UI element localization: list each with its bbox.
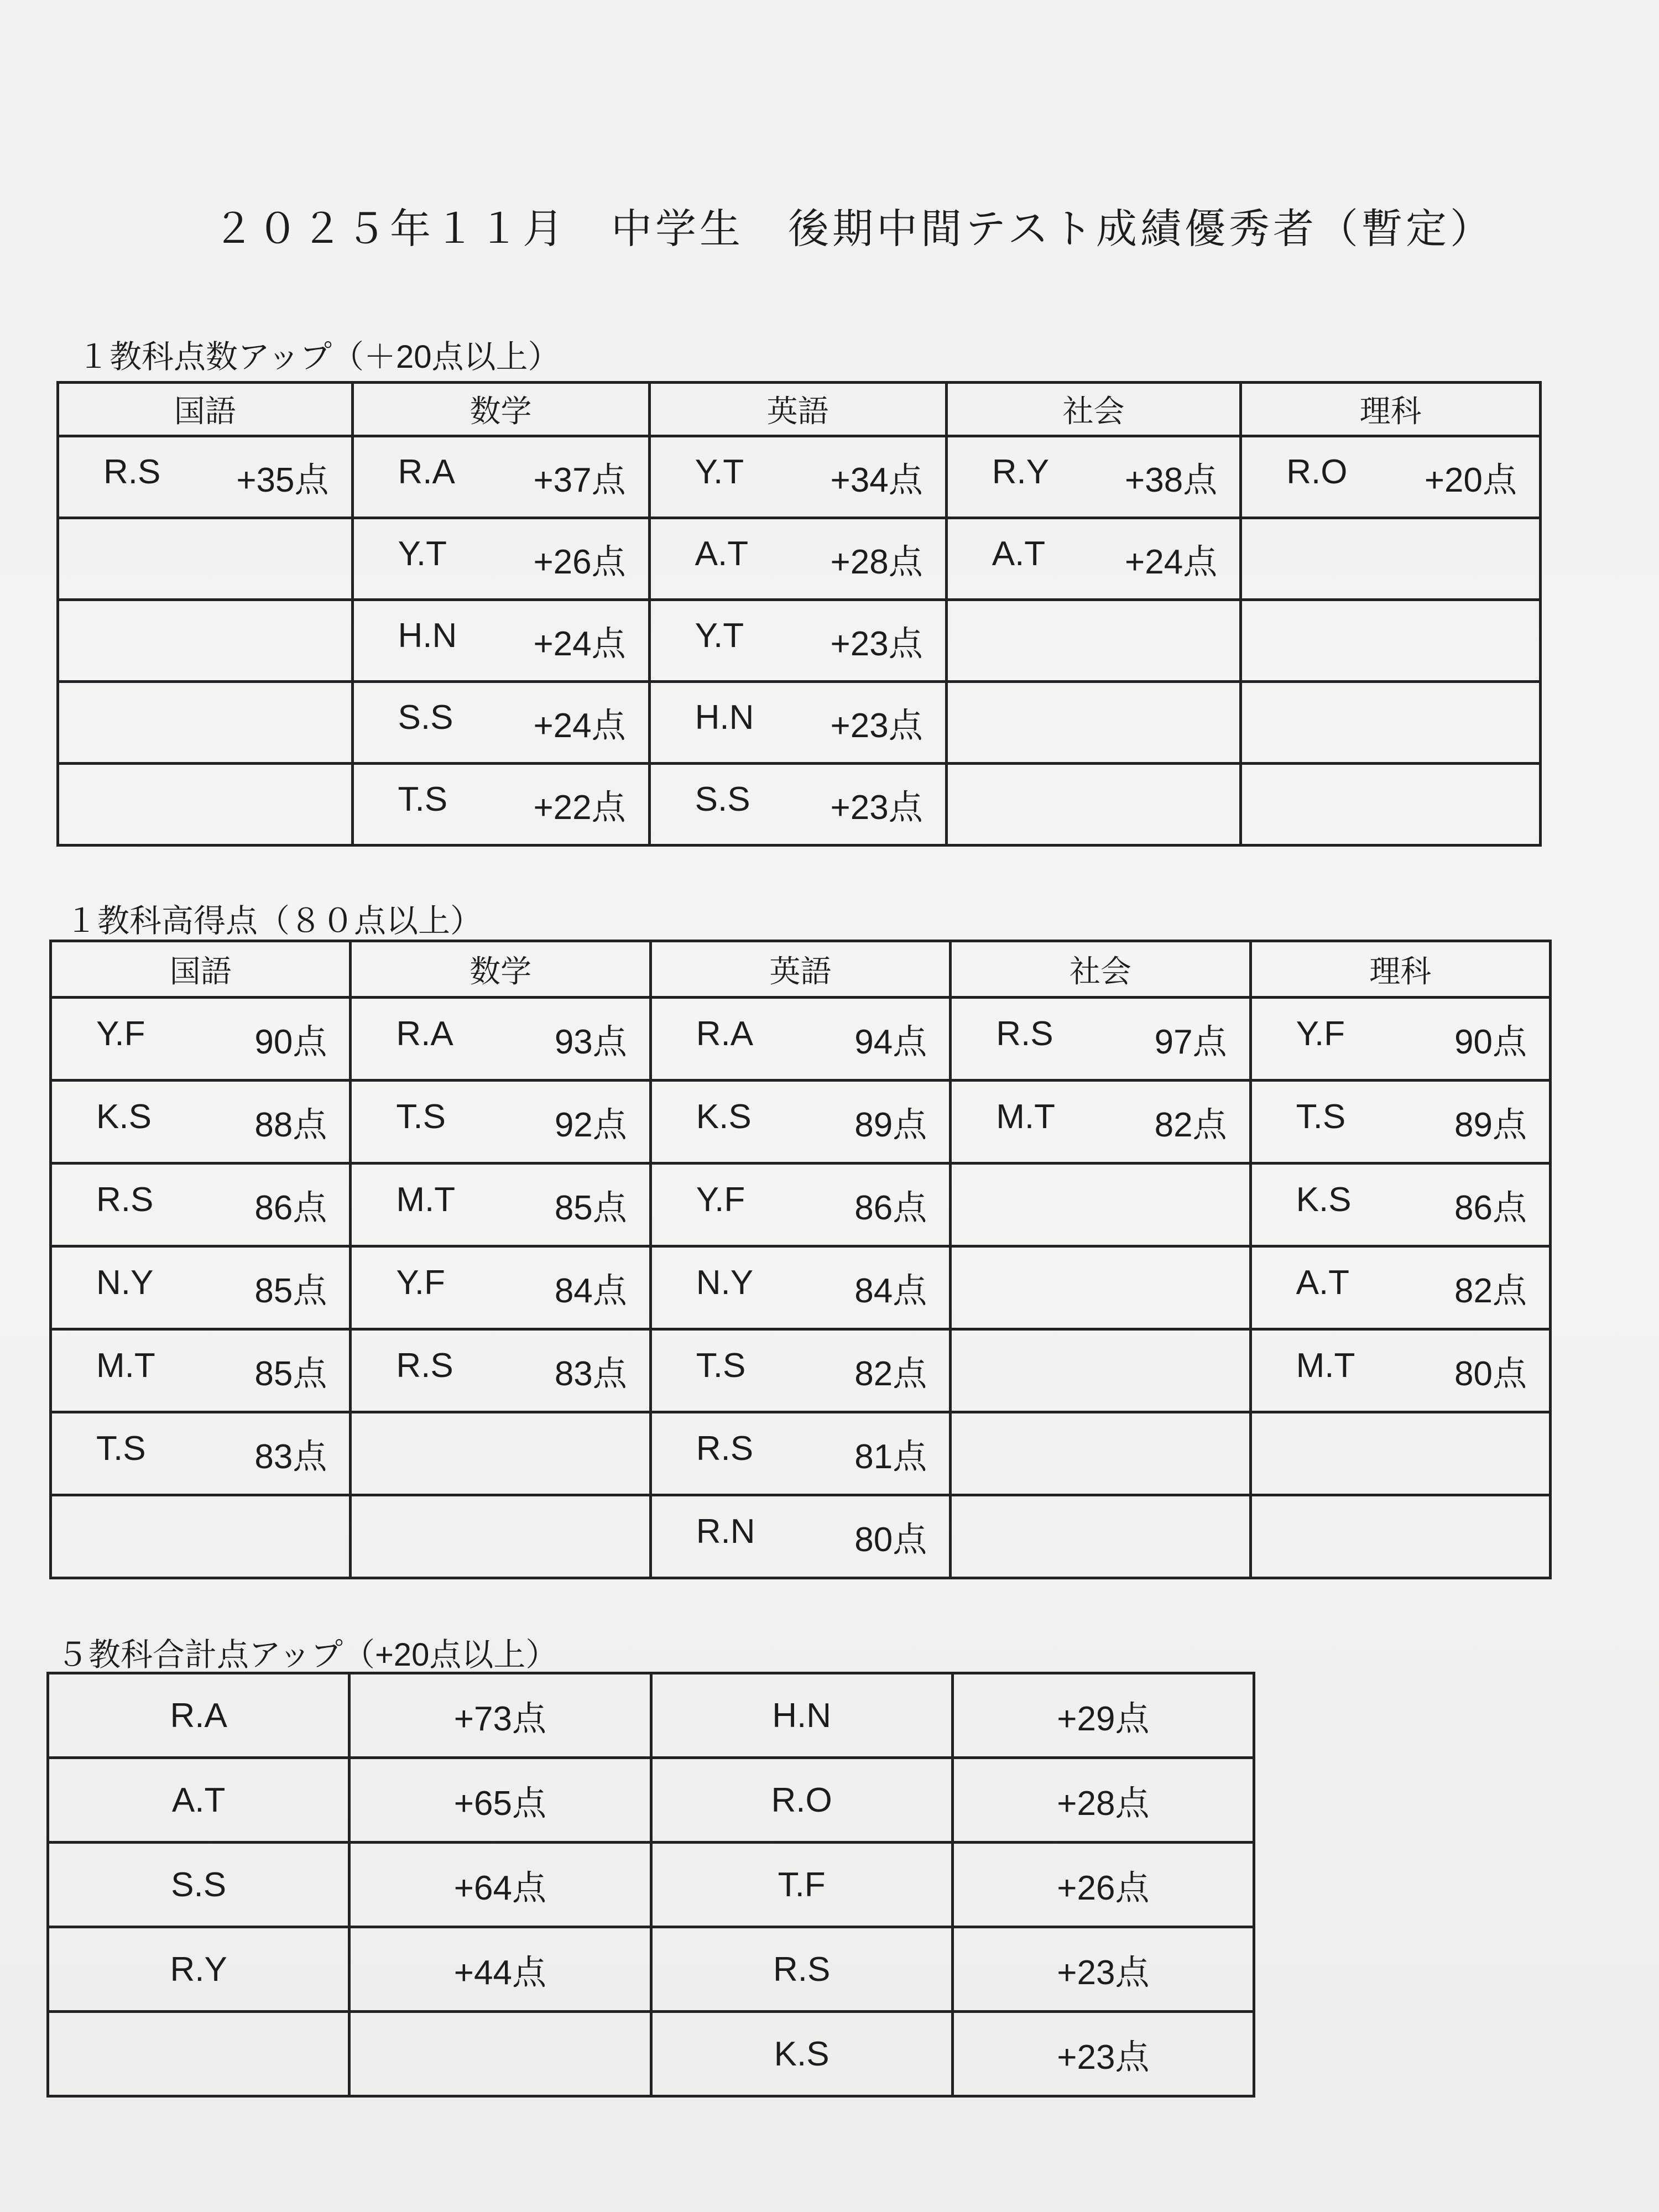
score-value: +20点 — [1424, 461, 1517, 499]
subject-header: 社会 — [946, 383, 1241, 436]
student-initials: Y.T — [398, 535, 447, 573]
score-cell — [649, 436, 946, 518]
score-cell — [1250, 1246, 1550, 1329]
table-row — [48, 2012, 1254, 2096]
score-value: +23点 — [952, 2012, 1254, 2096]
subject-header: 理科 — [1250, 941, 1550, 998]
total-improvement-table — [46, 1672, 1255, 2098]
score-cell — [51, 1246, 351, 1329]
score-cell — [650, 1081, 950, 1164]
score-value: +24点 — [533, 625, 626, 663]
score-value: 86点 — [1454, 1189, 1527, 1227]
score-cell — [51, 998, 351, 1081]
score-value: 80点 — [854, 1521, 927, 1559]
score-cell — [1250, 998, 1550, 1081]
score-cell — [650, 1246, 950, 1329]
score-cell — [51, 1329, 351, 1412]
score-value: 85点 — [254, 1272, 327, 1310]
score-cell — [946, 600, 1241, 682]
score-cell — [1241, 764, 1541, 846]
score-cell — [58, 518, 353, 600]
score-cell — [1241, 518, 1541, 600]
subject-header: 英語 — [650, 941, 950, 998]
score-cell — [352, 436, 649, 518]
score-cell — [352, 764, 649, 846]
student-initials: H.N — [695, 698, 754, 737]
score-value: +26点 — [952, 1843, 1254, 1927]
score-value: 82点 — [854, 1355, 927, 1393]
student-initials: R.S — [996, 1015, 1053, 1053]
score-value: 94点 — [854, 1023, 927, 1061]
subject-header: 理科 — [1241, 383, 1541, 436]
table-row — [58, 600, 1541, 682]
student-initials: R.A — [396, 1015, 453, 1053]
section-label-high-score: １教科高得点（８０点以上） — [65, 903, 483, 939]
subject-header: 英語 — [649, 383, 946, 436]
student-initials: Y.F — [696, 1181, 745, 1219]
score-cell — [1250, 1495, 1550, 1578]
score-cell — [58, 436, 353, 518]
student-initials: T.S — [96, 1430, 146, 1468]
student-initials: R.N — [696, 1512, 755, 1551]
score-value: +23点 — [830, 789, 923, 827]
student-initials: S.S — [48, 1843, 349, 1927]
header-row — [51, 941, 1551, 998]
score-value: +28点 — [952, 1758, 1254, 1843]
score-value: +24点 — [1125, 543, 1218, 581]
score-cell — [51, 1495, 351, 1578]
score-cell — [649, 764, 946, 846]
score-cell — [1241, 436, 1541, 518]
score-value: 92点 — [554, 1106, 627, 1144]
score-value: +26点 — [533, 543, 626, 581]
student-initials: Y.F — [1296, 1015, 1345, 1053]
score-cell — [650, 998, 950, 1081]
table-row — [58, 436, 1541, 518]
student-initials: R.O — [1286, 453, 1348, 491]
table-row — [58, 682, 1541, 764]
score-cell — [951, 1329, 1250, 1412]
student-initials: T.F — [651, 1843, 952, 1927]
score-cell — [1241, 682, 1541, 764]
student-initials: N.Y — [696, 1264, 754, 1302]
score-cell — [351, 1412, 650, 1495]
score-value: 84点 — [554, 1272, 627, 1310]
student-initials: R.S — [96, 1181, 154, 1219]
score-value: 97点 — [1154, 1023, 1227, 1061]
score-value: 82点 — [1454, 1272, 1527, 1310]
student-initials: R.S — [696, 1430, 754, 1468]
score-cell — [649, 600, 946, 682]
score-value: +73点 — [349, 1673, 651, 1758]
score-value: 90点 — [1454, 1023, 1527, 1061]
table-row — [58, 764, 1541, 846]
table-row — [51, 1329, 1551, 1412]
table-row — [51, 1495, 1551, 1578]
score-value: 80点 — [1454, 1355, 1527, 1393]
score-cell — [650, 1164, 950, 1246]
subject-header: 国語 — [51, 941, 351, 998]
score-value: +22点 — [533, 789, 626, 827]
subject-header: 社会 — [951, 941, 1250, 998]
score-cell — [51, 1164, 351, 1246]
student-initials: R.A — [48, 1673, 349, 1758]
score-value: +64点 — [349, 1843, 651, 1927]
student-initials: R.S — [651, 1927, 952, 2012]
score-cell — [51, 1081, 351, 1164]
score-cell — [352, 600, 649, 682]
subject-header: 数学 — [351, 941, 650, 998]
score-cell — [951, 1164, 1250, 1246]
student-initials: R.A — [398, 453, 455, 491]
score-cell — [58, 764, 353, 846]
score-cell — [946, 764, 1241, 846]
student-initials: Y.F — [396, 1264, 445, 1302]
score-value: 83点 — [554, 1355, 627, 1393]
table-row — [48, 1758, 1254, 1843]
score-value: 86点 — [854, 1189, 927, 1227]
score-cell — [51, 1412, 351, 1495]
student-initials: A.T — [48, 1758, 349, 1843]
student-initials: S.S — [695, 780, 750, 818]
student-initials: S.S — [398, 698, 453, 737]
score-cell — [649, 682, 946, 764]
student-initials: A.T — [992, 535, 1046, 573]
score-value: +23点 — [830, 707, 923, 745]
score-cell — [946, 682, 1241, 764]
score-value: 88点 — [254, 1106, 327, 1144]
score-value: +37点 — [533, 461, 626, 499]
score-value: 89点 — [854, 1106, 927, 1144]
score-value: 89点 — [1454, 1106, 1527, 1144]
student-initials: M.T — [96, 1347, 155, 1385]
student-initials: K.S — [96, 1098, 152, 1136]
score-cell — [650, 1329, 950, 1412]
score-value: 84点 — [854, 1272, 927, 1310]
score-value: +24点 — [533, 707, 626, 745]
score-cell — [1250, 1329, 1550, 1412]
score-cell — [351, 1164, 650, 1246]
student-initials: R.Y — [48, 1927, 349, 2012]
page-title: ２０２５年１１月 中学生 後期中間テスト成績優秀者（暫定） — [213, 206, 1495, 252]
student-initials: T.S — [396, 1098, 446, 1136]
score-cell — [1250, 1164, 1550, 1246]
score-cell — [58, 600, 353, 682]
score-cell — [1250, 1081, 1550, 1164]
score-value: +38点 — [1125, 461, 1218, 499]
table-row — [51, 1412, 1551, 1495]
score-cell — [951, 1081, 1250, 1164]
score-value: 82点 — [1154, 1106, 1227, 1144]
student-initials — [48, 2012, 349, 2096]
student-initials: H.N — [398, 617, 457, 655]
student-initials: M.T — [996, 1098, 1055, 1136]
score-cell — [946, 518, 1241, 600]
score-cell — [951, 1246, 1250, 1329]
score-cell — [352, 682, 649, 764]
subject-improvement-table — [56, 381, 1542, 847]
subject-header: 国語 — [58, 383, 353, 436]
score-cell — [951, 998, 1250, 1081]
student-initials: Y.F — [96, 1015, 145, 1053]
score-value: 90点 — [254, 1023, 327, 1061]
student-initials: K.S — [696, 1098, 752, 1136]
student-initials: R.Y — [992, 453, 1050, 491]
score-cell — [351, 1081, 650, 1164]
score-value: 86点 — [254, 1189, 327, 1227]
student-initials: T.S — [696, 1347, 746, 1385]
student-initials: K.S — [651, 2012, 952, 2096]
header-row — [58, 383, 1541, 436]
student-initials: K.S — [1296, 1181, 1352, 1219]
score-value: 81点 — [854, 1438, 927, 1476]
score-cell — [951, 1495, 1250, 1578]
score-value: +23点 — [830, 625, 923, 663]
score-value: +29点 — [952, 1673, 1254, 1758]
high-score-table — [49, 940, 1552, 1579]
score-value: 85点 — [254, 1355, 327, 1393]
score-value: +34点 — [830, 461, 923, 499]
student-initials: T.S — [1296, 1098, 1346, 1136]
score-cell — [649, 518, 946, 600]
score-value: 93点 — [554, 1023, 627, 1061]
score-value: +44点 — [349, 1927, 651, 2012]
score-cell — [351, 998, 650, 1081]
student-initials: N.Y — [96, 1264, 154, 1302]
table-row — [51, 998, 1551, 1081]
student-initials: H.N — [651, 1673, 952, 1758]
table-row — [51, 1164, 1551, 1246]
score-value: 83点 — [254, 1438, 327, 1476]
section-label-subject-improvement: １教科点数アップ（＋20点以上） — [77, 339, 560, 375]
score-cell — [951, 1412, 1250, 1495]
student-initials: M.T — [396, 1181, 456, 1219]
table-row — [51, 1081, 1551, 1164]
score-value: +28点 — [830, 543, 923, 581]
score-value: +23点 — [952, 1927, 1254, 2012]
student-initials: A.T — [1296, 1264, 1350, 1302]
score-cell — [352, 518, 649, 600]
table-row — [48, 1843, 1254, 1927]
student-initials: T.S — [398, 780, 448, 818]
score-value — [349, 2012, 651, 2096]
student-initials: M.T — [1296, 1347, 1355, 1385]
score-cell — [351, 1329, 650, 1412]
score-cell — [1250, 1412, 1550, 1495]
score-value: 85点 — [554, 1189, 627, 1227]
score-cell — [58, 682, 353, 764]
student-initials: A.T — [695, 535, 749, 573]
student-initials: R.S — [396, 1347, 453, 1385]
table-row — [51, 1246, 1551, 1329]
student-initials: R.A — [696, 1015, 754, 1053]
score-cell — [351, 1495, 650, 1578]
score-cell — [650, 1495, 950, 1578]
student-initials: Y.T — [695, 453, 744, 491]
score-cell — [946, 436, 1241, 518]
table-row — [48, 1927, 1254, 2012]
subject-header: 数学 — [352, 383, 649, 436]
table-row — [58, 518, 1541, 600]
score-cell — [351, 1246, 650, 1329]
student-initials: R.O — [651, 1758, 952, 1843]
score-cell — [1241, 600, 1541, 682]
table-row — [48, 1673, 1254, 1758]
score-value: +65点 — [349, 1758, 651, 1843]
score-value: +35点 — [236, 461, 329, 499]
section-label-total-improvement: ５教科合計点アップ（+20点以上） — [56, 1637, 558, 1673]
student-initials: R.S — [103, 453, 161, 491]
score-cell — [650, 1412, 950, 1495]
student-initials: Y.T — [695, 617, 744, 655]
